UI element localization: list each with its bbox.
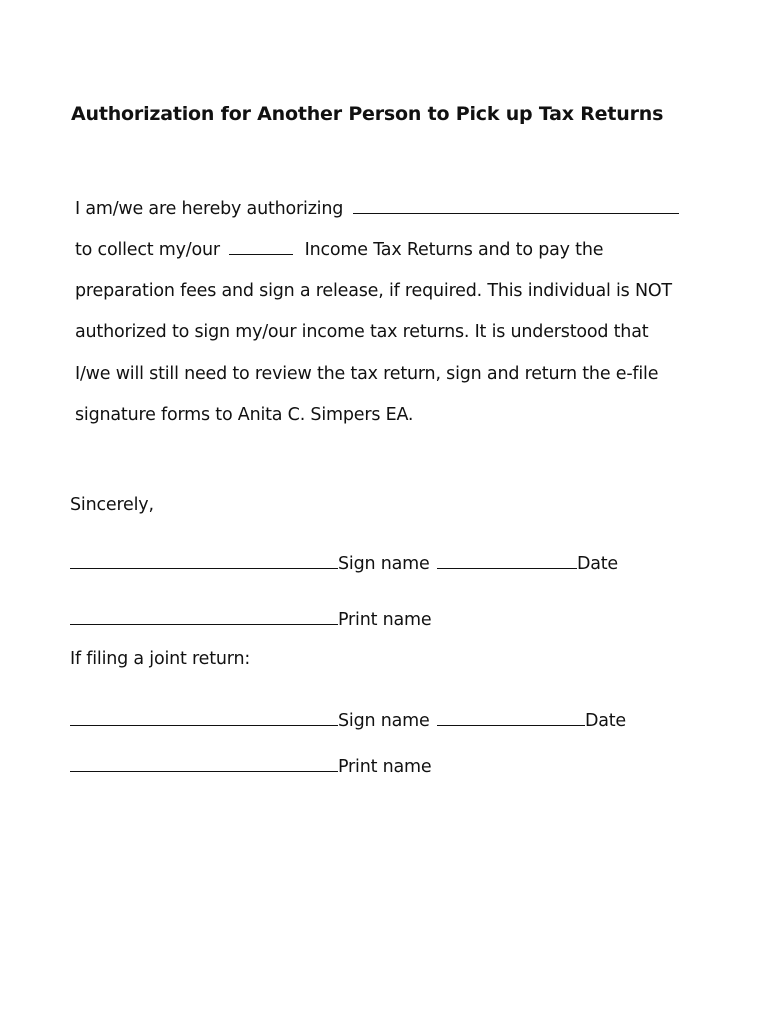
signature-blank-1[interactable]	[70, 553, 338, 569]
print-name-row-2	[70, 756, 431, 777]
sign-name-label-1: Sign name	[338, 554, 430, 574]
document-title: Authorization for Another Person to Pick up Tax Returns	[71, 103, 664, 125]
date-blank-2[interactable]	[437, 710, 585, 726]
closing-text: Sincerely,	[70, 495, 154, 515]
collect-text: to collect my/our	[75, 240, 220, 260]
paragraph-line-5: I/we will still need to review the tax return, sign and return the e-file	[75, 364, 659, 384]
date-label-2: Date	[584, 711, 626, 731]
paragraph-line-3: preparation fees and sign a release, if required. This individual is NOT	[75, 281, 672, 301]
paragraph-line-6: signature forms to Anita C. Simpers EA.	[75, 405, 414, 425]
paragraph-line-2	[75, 239, 603, 260]
print-name-label-2: Print name	[338, 757, 432, 777]
sign-name-label-2: Sign name	[338, 711, 430, 731]
signature-row-1	[70, 553, 618, 574]
date-label-1: Date	[576, 554, 618, 574]
joint-return-label: If filing a joint return:	[70, 649, 251, 669]
income-tax-text: Income Tax Returns and to pay the	[304, 240, 604, 260]
tax-year-blank[interactable]	[229, 239, 293, 255]
authorized-person-blank[interactable]	[353, 198, 679, 214]
signature-row-2	[70, 710, 626, 731]
paragraph-line-1	[75, 198, 679, 219]
print-name-label-1: Print name	[338, 610, 432, 630]
date-blank-1[interactable]	[437, 553, 577, 569]
authorizing-text: I am/we are hereby authorizing	[75, 199, 344, 219]
print-name-blank-1[interactable]	[70, 609, 338, 625]
print-name-row-1	[70, 609, 431, 630]
signature-blank-2[interactable]	[70, 710, 338, 726]
print-name-blank-2[interactable]	[70, 756, 338, 772]
paragraph-line-4: authorized to sign my/our income tax returns. It is understood that	[75, 322, 649, 342]
